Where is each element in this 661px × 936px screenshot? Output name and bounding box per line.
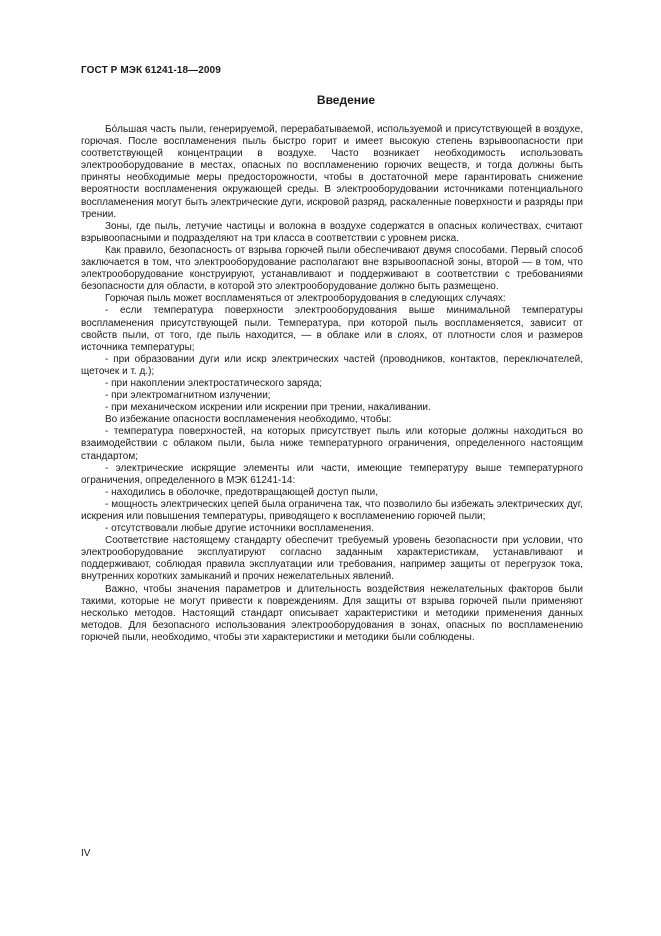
- list-item: - при накоплении электростатического заряда;: [105, 377, 323, 389]
- list-item: - электрические искрящие элементы или части, имеющие температуру выше температурного ограничения, определенного в МЭК 61241-14:: [81, 462, 583, 486]
- section-title: Введение: [316, 93, 376, 107]
- body-text: [81, 124, 583, 644]
- paragraph: Как правило, безопасность от взрыва горючей пыли обеспечивают двумя способами. Первый способ заключается в том, что электрооборудование располагают вне взрывоопасной зоны, второй — в том, что электрооборудование конструируют, устанавливают и поддерживают в соответствии с требованиями безопасности для области, в которой это электрооборудование должно быть размещено.: [81, 244, 583, 293]
- list-item: - при образовании дуги или искр электрических частей (проводников, контактов, переключателей, щеточек и т. д.);: [81, 353, 583, 377]
- list-item: - отсутствовали любые другие источники воспламенения.: [105, 523, 374, 535]
- page-number: IV: [81, 848, 91, 859]
- paragraph: Во избежание опасности воспламенения необходимо, чтобы:: [105, 414, 392, 426]
- list-item: - находились в оболочке, предотвращающей доступ пыли,: [105, 486, 379, 498]
- list-item: - мощность электрических цепей была ограничена так, что позволило бы избежать электрических дуг, искрения или повышения температуры, приводящего к воспламенению горючей пыли;: [81, 498, 583, 522]
- paragraph: Соответствие настоящему стандарту обеспечит требуемый уровень безопасности при условии, что электрооборудование эксплуатируют согласно заданным характеристикам, устанавливают и поддерживают, соблюдая правила эксплуатации или требования, например защиты от перегрузок тока, внутренних коротких замыканий и прочих нежелательных явлений.: [81, 535, 583, 583]
- list-item: - температура поверхностей, на которых присутствует пыль или которые должны находиться во взаимодействии с облаком пыли, была ниже температурного ограничения, определенного настоящим стандартом;: [81, 426, 583, 462]
- list-item: - при электромагнитном излучении;: [105, 390, 271, 402]
- paragraph: Бо́льшая часть пыли, генерируемой, перерабатываемой, используемой и присутствующей в воздухе, горючая. После воспламенения пыль быстро горит и имеет высокую степень взрывоопасности при соответствующей концентрации в воздухе. Часто возникает необходимость использовать электрооборудование в местах, опасных по воспламенению горючих веществ, и тогда должны быть приняты необходимые меры предосторожности, чтобы в достаточной мере гарантировать снижение вероятности воспламенения окружающей среды. В электрооборудовании источниками потенциального воспламенения могут быть электрические дуги, искровой разряд, раскаленные поверхности и разряды при трении.: [81, 124, 583, 220]
- list-item: - если температура поверхности электрооборудования выше минимальной температуры воспламенения присутствующей пыли. Температура, при которой пыль воспламеняется, зависит от свойств пыли, от того, где пыль находится, — в облаке или в слоях, от плотности слоя и размеров источника температуры;: [81, 305, 583, 353]
- document-header: ГОСТ Р МЭК 61241-18—2009: [81, 65, 221, 76]
- list-item: - при механическом искрении или искрении при трении, накаливании.: [105, 402, 431, 414]
- paragraph: Важно, чтобы значения параметров и длительность воздействия нежелательных факторов были такими, которые не могут привести к повреждениям. Для защиты от взрыва горючей пыли применяют несколько методов. Настоящий стандарт описывает характеристики и методики применения данных методов. Для безопасного использования электрооборудования в зонах, опасных по воспламенению горючей пыли, необходимо, чтобы эти характеристики и методики были соблюдены.: [81, 583, 583, 643]
- paragraph: Зоны, где пыль, летучие частицы и волокна в воздухе содержатся в опасных количествах, считают взрывоопасными и подразделяют на три класса в соответствии с уровнем риска.: [81, 220, 583, 244]
- paragraph: Горючая пыль может воспламеняться от электрооборудования в следующих случаях:: [105, 293, 506, 305]
